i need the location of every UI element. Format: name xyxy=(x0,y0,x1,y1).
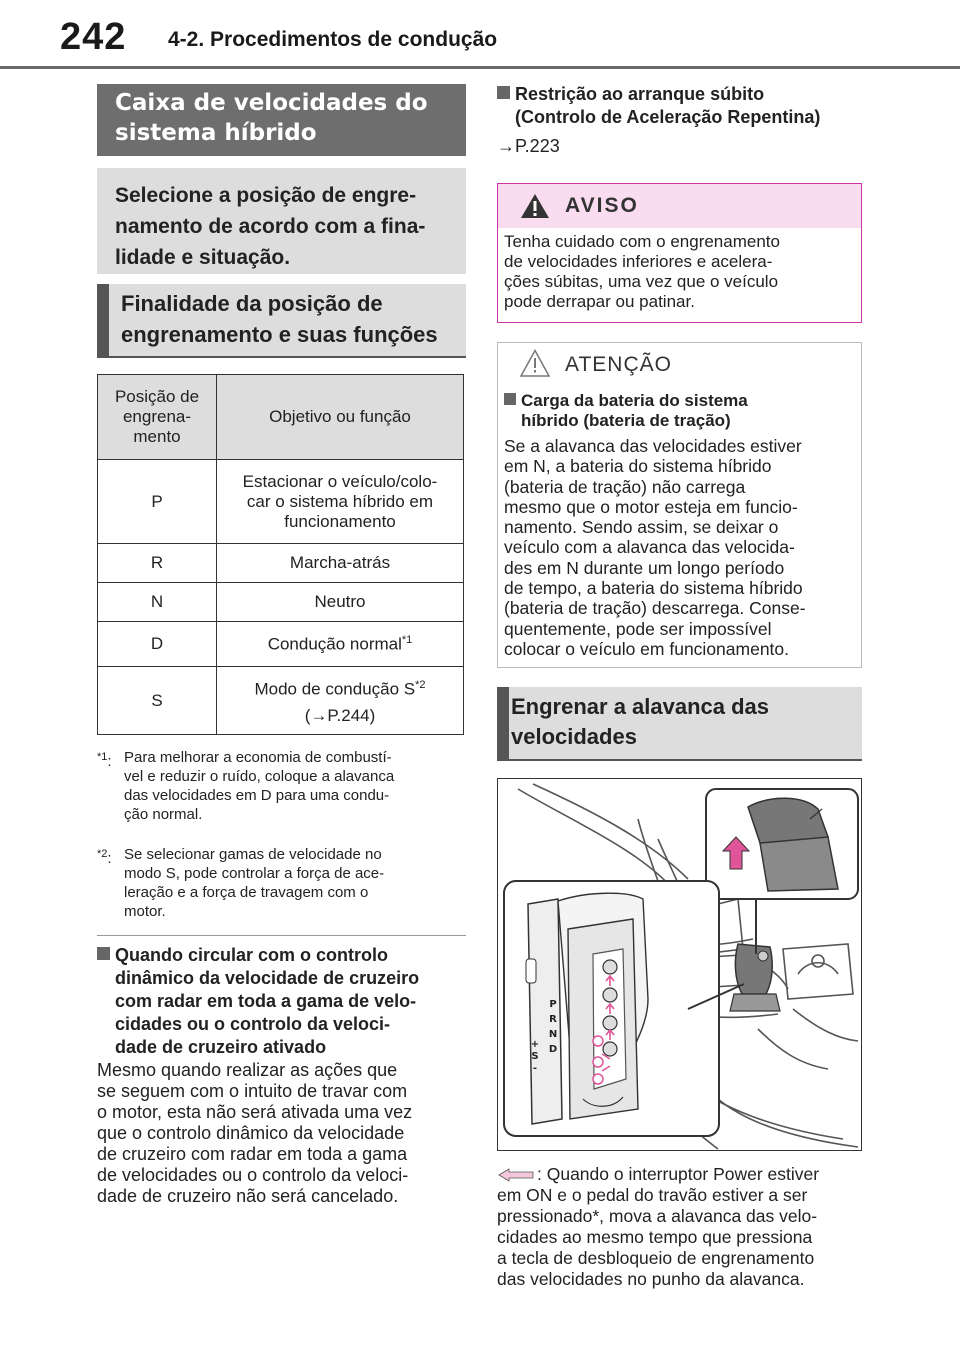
caption-line: a tecla de desbloqueio de engrenamento xyxy=(497,1248,815,1268)
header-text: mento xyxy=(133,427,181,446)
footnote-mark: *1 xyxy=(97,751,108,763)
warning-line: de velocidades inferiores e acelera- xyxy=(504,252,773,271)
gear-position: R xyxy=(98,544,217,583)
body-line: Mesmo quando realizar as ações que xyxy=(97,1060,398,1080)
table-row xyxy=(98,460,464,544)
footnote-mark: *2 xyxy=(97,848,108,860)
caution-triangle-icon xyxy=(520,349,550,377)
square-bullet-icon xyxy=(497,86,510,99)
footnote-line: ção normal. xyxy=(124,806,203,823)
gear-function: Neutro xyxy=(217,583,464,622)
intro-box xyxy=(97,168,466,274)
gear-position: N xyxy=(98,583,217,622)
gate-label-r: R xyxy=(549,1014,557,1025)
footnote-line: motor. xyxy=(124,903,166,920)
warning-box xyxy=(497,183,862,323)
gate-label-minus: - xyxy=(532,1063,538,1074)
subtitle-line: engrenamento e suas funções xyxy=(121,322,438,347)
caption-line: pressionado*, mova a alavanca das velo- xyxy=(497,1206,818,1226)
caption-line: das velocidades no punho da alavanca. xyxy=(497,1269,805,1289)
notice-title: ATENÇÃO xyxy=(565,353,672,376)
intro-line: lidade e situação. xyxy=(115,246,291,269)
subtitle-line: Finalidade da posição de xyxy=(121,291,383,316)
notice-line: mesmo que o motor esteja em funcio- xyxy=(504,496,798,517)
warning-line: pode derrapar ou patinar. xyxy=(504,292,695,311)
notice-line: colocar o veículo em funcionamento. xyxy=(504,638,790,659)
table-row xyxy=(98,544,464,583)
cruise-control-heading xyxy=(97,944,469,1059)
divider xyxy=(97,935,466,936)
header-text: Posição de xyxy=(114,387,200,406)
arrow-legend-icon xyxy=(497,1168,535,1182)
illustration-caption xyxy=(497,1164,862,1290)
table-row xyxy=(98,583,464,622)
gear-position-table xyxy=(97,374,464,735)
main-title-line: sistema híbrido xyxy=(115,120,317,146)
body-line: o motor, esta não será ativada uma vez xyxy=(97,1102,413,1122)
table-row xyxy=(98,667,464,735)
gear-function xyxy=(217,460,464,544)
gate-label-n: N xyxy=(548,1029,558,1040)
notice-line: de tempo, a bateria do sistema híbrido xyxy=(504,578,803,599)
caption-line: cidades ao mesmo tempo que pressiona xyxy=(497,1227,813,1247)
heading-line: Carga da bateria do sistema xyxy=(521,391,748,410)
title-underline xyxy=(497,759,862,761)
square-bullet-icon xyxy=(97,947,110,960)
intro-line: Selecione a posição de engre- xyxy=(115,184,417,207)
footnote-ref: *1 xyxy=(401,633,413,646)
gear-position: P xyxy=(98,460,217,544)
body-line: de cruzeiro com radar em toda a gama xyxy=(97,1144,408,1164)
table-header-function: Objetivo ou função xyxy=(217,375,464,460)
caption-line: em ON e o pedal do travão estiver a ser xyxy=(497,1185,808,1205)
heading-line: híbrido (bateria de tração) xyxy=(521,411,731,430)
notice-line: Se a alavanca das velocidades estiver xyxy=(504,436,802,456)
heading-line: com radar em toda a gama de velo- xyxy=(115,991,417,1011)
table-row xyxy=(98,622,464,667)
footnote-line: Se selecionar gamas de velocidade no xyxy=(124,846,382,863)
main-title-line: Caixa de velocidades do xyxy=(115,90,428,116)
function-line: funcionamento xyxy=(284,511,396,531)
function-line: Modo de condução S xyxy=(254,679,416,699)
notice-box xyxy=(497,342,862,668)
gear-function: Marcha-atrás xyxy=(217,544,464,583)
function-line: car o sistema híbrido em xyxy=(246,491,434,511)
header-rule xyxy=(0,66,960,69)
body-line: dade de cruzeiro não será cancelado. xyxy=(97,1186,399,1206)
footnote-line: vel e reduzir o ruído, coloque a alavanca xyxy=(124,768,395,785)
warning-line: ções súbitas, uma vez que o veículo xyxy=(504,272,779,291)
heading-line: cidades ou o controlo da veloci- xyxy=(115,1014,391,1034)
square-bullet-icon xyxy=(504,393,516,405)
shift-lever-illustration xyxy=(497,778,862,1151)
notice-line: quentemente, pode ser impossível xyxy=(504,618,772,639)
restriction-page-reference: →P.223 xyxy=(497,136,560,156)
heading-line: Quando circular com o controlo xyxy=(115,945,389,965)
footnote-line: modo S, pode controlar a força de ace- xyxy=(124,865,385,882)
notice-line: namento. Sendo assim, se deixar o xyxy=(504,517,779,538)
gear-position: D xyxy=(98,622,217,667)
restriction-heading xyxy=(497,83,862,129)
caption-line: : Quando o interruptor Power estiver xyxy=(537,1164,820,1184)
body-line: se seguem com o intuito de travar com xyxy=(97,1081,408,1101)
gate-position-labels xyxy=(546,997,560,1057)
notice-line: (bateria de tração) não carrega xyxy=(504,476,746,497)
page-reference: (→P.244) xyxy=(304,705,376,725)
table-header-position xyxy=(98,375,217,460)
function-line: Estacionar o veículo/colo- xyxy=(242,471,438,491)
footnote-line: Para melhorar a economia de combustí- xyxy=(124,749,392,766)
section-title: 4-2. Procedimentos de condução xyxy=(168,28,498,51)
notice-text xyxy=(504,436,806,659)
main-section-title xyxy=(97,84,466,156)
gate-label-p: P xyxy=(549,999,557,1010)
heading-line: (Controlo de Aceleração Repentina) xyxy=(515,107,821,127)
gear-purpose-title xyxy=(97,284,466,358)
title-line: velocidades xyxy=(511,724,637,749)
body-line: de velocidades ou o controlo da veloci- xyxy=(97,1165,409,1185)
notice-line: veículo com a alavanca das velocida- xyxy=(504,537,795,558)
warning-text xyxy=(504,232,780,312)
notice-header xyxy=(498,343,861,387)
title-underline xyxy=(97,356,466,358)
warning-triangle-icon xyxy=(520,193,550,219)
gate-label-plus: + xyxy=(530,1039,540,1050)
engage-lever-title xyxy=(497,687,862,761)
footnote-1: $^{*1}$: Para melhorar a economia de combustí- vel e reduzir o ruído, coloque a alavanca das velocidades em D para uma condu- ção normal. xyxy=(97,748,467,824)
notice-line: des em N durante um longo período xyxy=(504,557,785,578)
title-line: Engrenar a alavanca das xyxy=(511,694,770,719)
car-interior-drawing xyxy=(498,779,862,1151)
intro-line: namento de acordo com a fina- xyxy=(115,215,426,238)
gear-position: S xyxy=(98,667,217,735)
cruise-control-body xyxy=(97,1060,469,1207)
notice-line: em N, a bateria do sistema híbrido xyxy=(504,456,772,477)
header-text: engrena- xyxy=(122,407,192,426)
notice-heading xyxy=(504,391,854,431)
footnote-2: $^{*2}$: Se selecionar gamas de velocidade no modo S, pode controlar a força de ace- leração e a força de travagem com o motor. xyxy=(97,845,467,921)
warning-header xyxy=(498,184,861,228)
heading-line: Restrição ao arranque súbito xyxy=(515,84,765,104)
footnote-line: das velocidades em D para uma condu- xyxy=(124,787,390,804)
footnote-line: leração e a força de travagem com o xyxy=(124,884,369,901)
warning-title: AVISO xyxy=(565,194,639,217)
footnote-ref: *2 xyxy=(415,679,426,692)
function-line: Condução normal xyxy=(267,634,402,654)
page-number: 242 xyxy=(60,16,127,58)
table-header-row xyxy=(98,375,464,460)
gate-label-s: S xyxy=(531,1051,539,1062)
gear-function xyxy=(217,622,464,667)
sequential-labels xyxy=(530,1039,540,1075)
warning-line: Tenha cuidado com o engrenamento xyxy=(504,232,780,251)
notice-line: (bateria de tração) descarrega. Conse- xyxy=(504,598,806,619)
body-line: que o controlo dinâmico da velocidade xyxy=(97,1123,405,1143)
gate-label-d: D xyxy=(548,1044,558,1055)
heading-line: dade de cruzeiro ativado xyxy=(115,1037,327,1057)
gear-function xyxy=(217,667,464,735)
heading-line: dinâmico da velocidade de cruzeiro xyxy=(115,968,420,988)
